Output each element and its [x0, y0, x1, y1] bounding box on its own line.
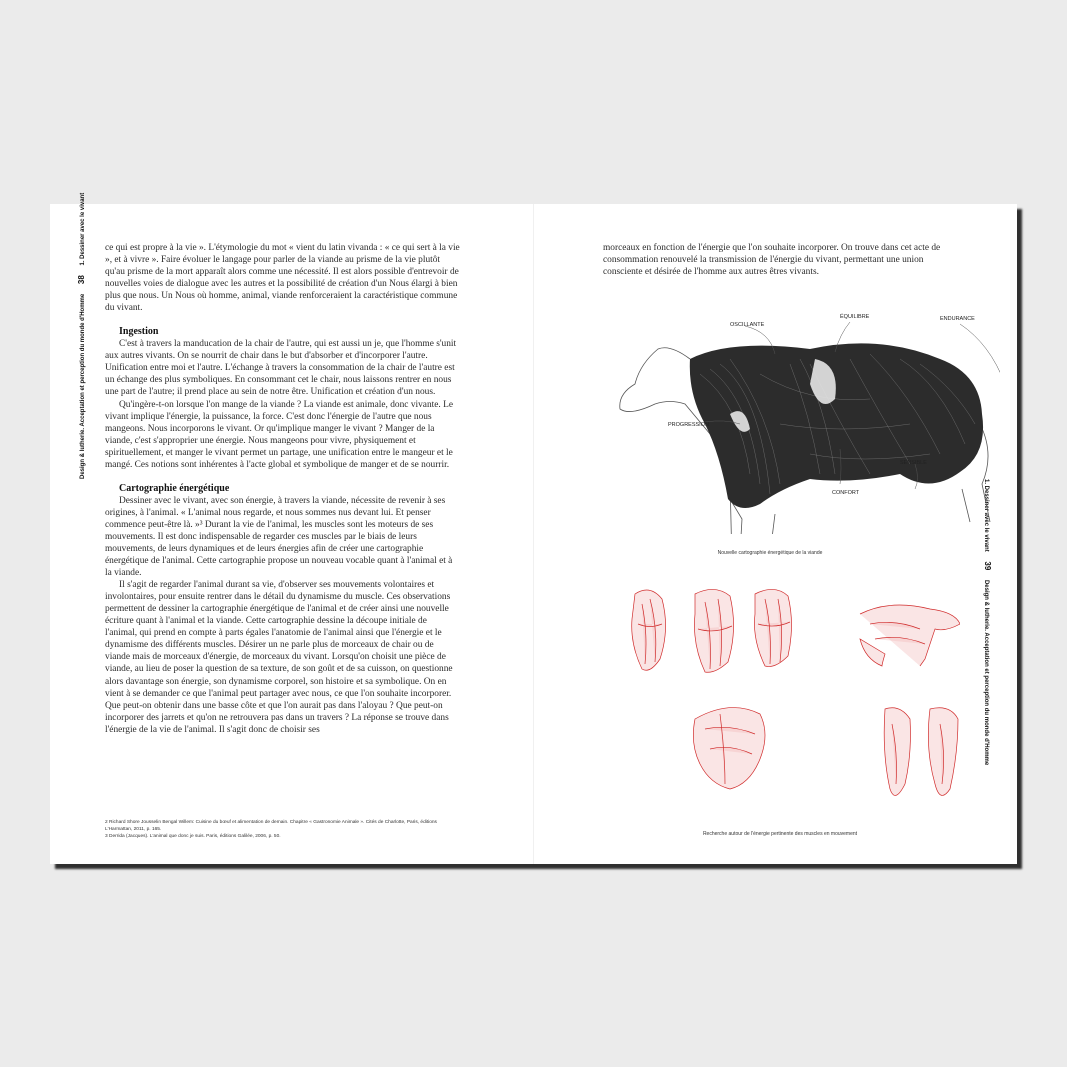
- footnote-3: 3 Derrida (Jacques). L'animal que donc je suis. Paris, éditions Galilée, 2006, p. 50.: [105, 834, 281, 839]
- right-body-text: [603, 242, 963, 278]
- book-spread: [50, 192, 1017, 864]
- sketch-hindquarters-3: [754, 589, 791, 666]
- left-page-number: 38: [77, 275, 86, 285]
- caption-energy-map: Nouvelle cartographie énergétique de la viande: [717, 550, 823, 556]
- label-equilibre: ÉQUILIBRE: [840, 314, 870, 320]
- right-paragraph: morceaux en fonction de l'énergie que l'on souhaite incorporer. On trouve dans cet acte de consommation renouvelé la transmission de l'énergie du vivant, permettant une union consciente et désirée de l'homme aux autres êtres vivants.: [603, 243, 941, 278]
- page-gutter: [533, 204, 534, 864]
- label-endurance: ENDURANCE: [940, 316, 975, 322]
- sketch-legs: [884, 708, 958, 796]
- ingestion-paragraph-2: Qu'ingère-t-on lorsque l'on mange de la viande ? La viande est animale, donc vivante. Le vivant implique l'énergie, la puissance, la force. C'est donc l'énergie de l'autre que nous mangeons. Nous incorporons le vivant. Or qu'implique manger le vivant ? Manger de la viande, c'est s'approprier une énergie. Nous mangeons pour vivre, physiquement et spirituellement, et manger le vivant permet un partage, une unification entre le mangeur et le mangé. Ces notions sont inhérentes à l'acte global et symbolique de manger et de se nourrir.: [105, 399, 453, 470]
- muscle-body: [690, 343, 983, 508]
- footnote-2: 2 Richard Shore Jousselin Bengal Willem: Cuisine du bœuf et alimentation de demain. Chapitre « Gastronomie Animale ». Cités de Charlotte, Paris, éditions L'Harmattan, 2011, p. 165.: [105, 820, 437, 832]
- intro-paragraph: ce qui est propre à la vie ». L'étymologie du mot « vient du latin vivanda : « ce qui sert à la vie », et à vivre ». Faire évoluer le langage pour parler de la viande au prisme de la vie plutôt qu'au prisme de la mort apparaît alors comme une nécessité. Il est alors possible d'entrevoir de nouvelles voies de dialogue avec les autres et la possibilité de création d'un Nous élargi à bien plus que nous. Un Nous où homme, animal, viande renforceraient la caractéristique commune du vivant.: [105, 243, 460, 314]
- left-running-title: Design & lutherie. Acceptation et perception du monde d'Homme: [80, 293, 86, 479]
- left-section-name: 1. Dessiner avec le vivant: [80, 192, 86, 266]
- footnotes: [105, 819, 465, 840]
- cow-energy-map-figure: [610, 304, 1000, 534]
- sketch-shoulder: [693, 708, 765, 789]
- left-running-header: [77, 193, 86, 479]
- label-confort: CONFORT: [832, 490, 860, 496]
- carto-paragraph-1: Dessiner avec le vivant, avec son énergie, à travers la viande, nécessite de revenir à ses origines, à l'animal. « L'animal nous regarde, et nous sommes nus devant lui. Et penser commence peut-être là. »³ Durant la vie de l'animal, les muscles sont les moteurs de ses mouvements. Il est donc indispensable de regarder ces muscles par le biais de leurs mouvements, de leurs dynamiques et de leurs énergies afin de créer une cartographie énergétique de l'animal. Cette cartographie propose un nouveau vocable quant à l'animal et à la viande.: [105, 495, 453, 579]
- right-page-number: 39: [983, 561, 992, 571]
- heading-cartographie: Cartographie énergétique: [119, 482, 230, 494]
- carto-paragraph-2: Il s'agit de regarder l'animal durant sa vie, d'observer ses mouvements volontaires et involontaires, pour ensuite rentrer dans le détail du dynamisme du muscle. Ces observations permettent de dessiner la cartographie énergétique de l'animal et de créer ainsi une nouvelle écriture quant à l'animal et la viande. Cette cartographie dessine la découpe initiale de l'animal, qui prend en compte à parts égales l'anatomie de l'animal ainsi que l'énergie et le dynamisme des différents muscles. Désirer un ne parle plus de morceaux de chair ou de viande mais de morceaux d'énergie, de morceaux du vivant. Lorsqu'on choisit une pièce de viande, au lieu de poser la question de sa texture, de son goût et de sa cuisson, on questionne alors davantage son énergie, son dynamisme corporel, son histoire et sa symbolique. On en vient à se demander ce que l'animal peut partager avec nous, ce que l'on souhaite incorporer. Que peut-on obtenir dans une basse côte et que l'on aurait pas dans l'aloyau ? Que peut-on incorporer des jarrets et qu'on ne retrouvera pas dans un travers ? La réponse se trouve dans l'énergie de la vie de l'animal. Il s'agit donc de choisir ses: [105, 580, 453, 735]
- caption-sketches: Recherche autour de l'énergie pertinente des muscles en mouvement: [702, 831, 858, 837]
- heading-ingestion: Ingestion: [119, 326, 159, 338]
- label-sensible: SENSIBLE: [900, 460, 927, 466]
- red-muscle-sketches: [620, 584, 960, 824]
- ingestion-paragraph-1: C'est à travers la manducation de la chair de l'autre, qui est aussi un je, que l'homme s'unit aux autres vivants. On se nourrit de chair dans le but d'absorber et d'incorporer l'autre. Unification entre moi et l'autre. L'échange à travers la consommation de la chair de l'autre est un échange des plus symboliques. En consommant cet le chair, nous laissons rentrer en nous une part de l'autre; il prend place au sein de notre être. Unification et création d'un nous.: [105, 339, 457, 398]
- sketch-hindquarters-1: [632, 590, 666, 670]
- sketch-cow-side: [860, 605, 960, 666]
- sketch-hindquarters-2: [694, 589, 733, 672]
- right-section-name: 1. Dessiner avec le vivant: [983, 479, 989, 552]
- right-running-title: Design & lutherie. Acceptation et perception du monde d'Homme: [983, 579, 989, 766]
- label-progression: PROGRESSION: [668, 422, 709, 428]
- label-oscillante: OSCILLANTE: [730, 322, 765, 328]
- left-body-text: [105, 242, 460, 736]
